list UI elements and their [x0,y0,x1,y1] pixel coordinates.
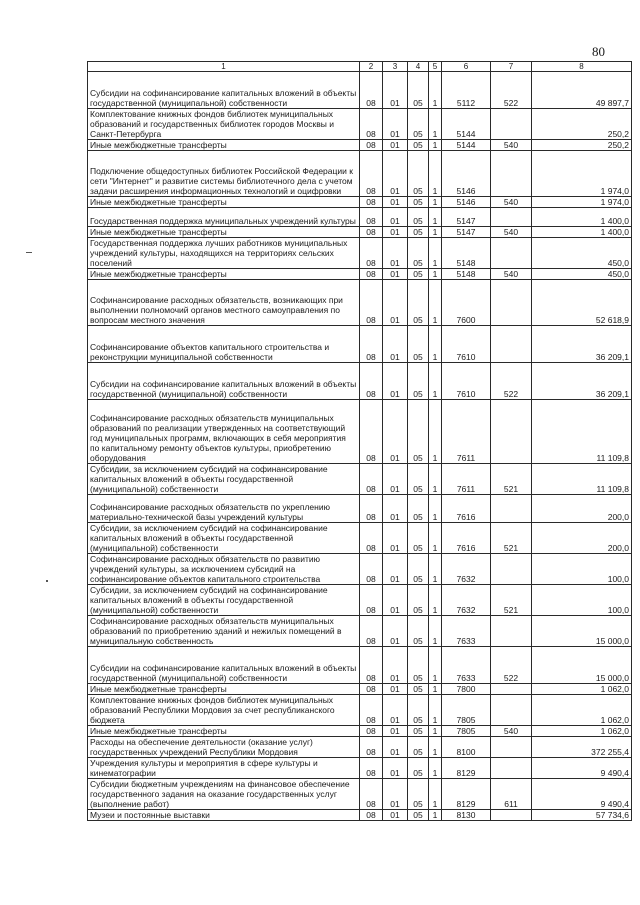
program-code: 05 [408,779,429,810]
subprogram-code: 1 [429,227,442,238]
subsection-code: 01 [383,109,408,140]
target-code: 7632 [442,554,491,585]
section-code: 08 [360,737,383,758]
subsection-code: 01 [383,554,408,585]
target-code: 5148 [442,238,491,269]
subsection-code: 01 [383,238,408,269]
column-header: 8 [532,62,632,72]
scan-mark [26,252,32,253]
table-row [88,779,632,810]
table-row [88,400,632,464]
subsection-code: 01 [383,464,408,495]
section-code: 08 [360,758,383,779]
subsection-code: 01 [383,400,408,464]
subsection-code: 01 [383,779,408,810]
expense-type-code: 540 [491,269,532,280]
amount: 1 974,0 [532,197,632,208]
expense-type-code: 540 [491,726,532,737]
target-code: 5144 [442,109,491,140]
row-name: Софинансирование расходных обязательств по укреплению материально-технической базы учреждений культуры [88,495,360,523]
subsection-code: 01 [383,363,408,400]
expense-type-code [491,737,532,758]
expense-type-code: 540 [491,140,532,151]
table-row [88,72,632,109]
amount: 200,0 [532,495,632,523]
scan-dot [46,580,48,582]
column-header: 5 [429,62,442,72]
table-row [88,280,632,326]
subsection-code: 01 [383,208,408,227]
section-code: 08 [360,810,383,821]
program-code: 05 [408,269,429,280]
subsection-code: 01 [383,647,408,684]
expense-type-code: 521 [491,523,532,554]
column-header: 3 [383,62,408,72]
subprogram-code: 1 [429,238,442,269]
program-code: 05 [408,72,429,109]
amount: 100,0 [532,585,632,616]
section-code: 08 [360,280,383,326]
amount: 450,0 [532,269,632,280]
subsection-code: 01 [383,140,408,151]
target-code: 8130 [442,810,491,821]
program-code: 05 [408,464,429,495]
section-code: 08 [360,269,383,280]
subsection-code: 01 [383,726,408,737]
subprogram-code: 1 [429,554,442,585]
target-code: 5144 [442,140,491,151]
subsection-code: 01 [383,810,408,821]
subsection-code: 01 [383,280,408,326]
program-code: 05 [408,140,429,151]
table-row [88,326,632,363]
subsection-code: 01 [383,495,408,523]
expense-type-code [491,684,532,695]
subprogram-code: 1 [429,72,442,109]
expense-type-code [491,151,532,197]
expense-type-code [491,238,532,269]
subprogram-code: 1 [429,464,442,495]
program-code: 05 [408,197,429,208]
expense-type-code [491,280,532,326]
program-code: 05 [408,326,429,363]
amount: 36 209,1 [532,326,632,363]
subsection-code: 01 [383,227,408,238]
row-name: Софинансирование расходных обязательств муниципальных образований по приобретению зданий и нежилых помещений в муниципальную собственность [88,616,360,647]
amount: 200,0 [532,523,632,554]
subsection-code: 01 [383,151,408,197]
table-row [88,238,632,269]
expense-type-code [491,695,532,726]
amount: 11 109,8 [532,400,632,464]
row-name: Субсидии, за исключением субсидий на софинансирование капитальных вложений в объекты государственной (муниципальной) собственности [88,464,360,495]
row-name: Иные межбюджетные трансферты [88,140,360,151]
amount: 15 000,0 [532,647,632,684]
row-name: Музеи и постоянные выставки [88,810,360,821]
table-row [88,109,632,140]
expense-type-code [491,208,532,227]
target-code: 7616 [442,523,491,554]
table-row [88,585,632,616]
subsection-code: 01 [383,72,408,109]
expense-type-code [491,758,532,779]
section-code: 08 [360,227,383,238]
amount: 49 897,7 [532,72,632,109]
section-code: 08 [360,779,383,810]
target-code: 7632 [442,585,491,616]
table-row [88,737,632,758]
subprogram-code: 1 [429,140,442,151]
table-row [88,684,632,695]
target-code: 5112 [442,72,491,109]
row-name: Государственная поддержка муниципальных учреждений культуры [88,208,360,227]
expense-type-code [491,554,532,585]
table-row [88,363,632,400]
expense-type-code: 522 [491,72,532,109]
program-code: 05 [408,363,429,400]
row-name: Субсидии, за исключением субсидий на софинансирование капитальных вложений в объекты государственной (муниципальной) собственности [88,585,360,616]
row-name: Государственная поддержка лучших работников муниципальных учреждений культуры, находящихся на территориях сельских поселений [88,238,360,269]
section-code: 08 [360,647,383,684]
row-name: Софинансирование расходных обязательств, возникающих при выполнении полномочий органов местного самоуправления по вопросам местного значения [88,280,360,326]
target-code: 8129 [442,758,491,779]
target-code: 7633 [442,616,491,647]
table-row [88,140,632,151]
amount: 100,0 [532,554,632,585]
target-code: 7633 [442,647,491,684]
amount: 9 490,4 [532,779,632,810]
table-row [88,151,632,197]
amount: 1 062,0 [532,726,632,737]
section-code: 08 [360,197,383,208]
subprogram-code: 1 [429,151,442,197]
amount: 372 255,4 [532,737,632,758]
column-header: 4 [408,62,429,72]
expense-type-code: 611 [491,779,532,810]
table-row [88,810,632,821]
section-code: 08 [360,695,383,726]
section-code: 08 [360,326,383,363]
section-code: 08 [360,151,383,197]
target-code: 7800 [442,684,491,695]
subprogram-code: 1 [429,695,442,726]
program-code: 05 [408,647,429,684]
amount: 250,2 [532,109,632,140]
program-code: 05 [408,695,429,726]
subprogram-code: 1 [429,363,442,400]
expense-type-code [491,616,532,647]
amount: 9 490,4 [532,758,632,779]
row-name: Подключение общедоступных библиотек Российской Федерации к сети "Интернет" и развитие системы библиотечного дела с учетом задачи расширения информационных технологий и оцифровки [88,151,360,197]
program-code: 05 [408,400,429,464]
expense-type-code [491,810,532,821]
table-row [88,726,632,737]
column-header: 6 [442,62,491,72]
amount: 450,0 [532,238,632,269]
target-code: 7805 [442,695,491,726]
amount: 1 062,0 [532,684,632,695]
target-code: 7611 [442,464,491,495]
subprogram-code: 1 [429,758,442,779]
subsection-code: 01 [383,695,408,726]
row-name: Иные межбюджетные трансферты [88,684,360,695]
amount: 52 618,9 [532,280,632,326]
amount: 57 734,6 [532,810,632,821]
budget-table [87,61,632,821]
program-code: 05 [408,151,429,197]
amount: 250,2 [532,140,632,151]
table-row [88,523,632,554]
section-code: 08 [360,726,383,737]
table-row [88,758,632,779]
subprogram-code: 1 [429,280,442,326]
target-code: 7611 [442,400,491,464]
expense-type-code: 540 [491,227,532,238]
program-code: 05 [408,737,429,758]
section-code: 08 [360,464,383,495]
target-code: 7805 [442,726,491,737]
subsection-code: 01 [383,197,408,208]
program-code: 05 [408,109,429,140]
subprogram-code: 1 [429,197,442,208]
row-name: Софинансирование расходных обязательств муниципальных образований по реализации утвержденных на соответствующий год муниципальных программ, включающих в себя мероприятия по капитальному ремонту объектов культуры, приобретению оборудования [88,400,360,464]
subsection-code: 01 [383,523,408,554]
expense-type-code [491,495,532,523]
subprogram-code: 1 [429,326,442,363]
subprogram-code: 1 [429,616,442,647]
row-name: Комплектование книжных фондов библиотек муниципальных образований Республики Мордовия за счет республиканского бюджета [88,695,360,726]
row-name: Иные межбюджетные трансферты [88,227,360,238]
table-row [88,616,632,647]
subsection-code: 01 [383,737,408,758]
section-code: 08 [360,495,383,523]
column-header-row [88,62,632,72]
program-code: 05 [408,726,429,737]
section-code: 08 [360,109,383,140]
table-row [88,269,632,280]
program-code: 05 [408,280,429,326]
target-code: 7610 [442,326,491,363]
row-name: Комплектование книжных фондов библиотек муниципальных образований и государственных библиотек городов Москвы и Санкт-Петербурга [88,109,360,140]
subprogram-code: 1 [429,109,442,140]
target-code: 5146 [442,197,491,208]
subprogram-code: 1 [429,684,442,695]
target-code: 5146 [442,151,491,197]
subprogram-code: 1 [429,208,442,227]
section-code: 08 [360,684,383,695]
row-name: Софинансирование расходных обязательств по развитию учреждений культуры, за исключением субсидий на софинансирование объектов капитального строительства [88,554,360,585]
expense-type-code: 521 [491,585,532,616]
section-code: 08 [360,554,383,585]
target-code: 8129 [442,779,491,810]
subsection-code: 01 [383,585,408,616]
amount: 1 400,0 [532,208,632,227]
table-row [88,695,632,726]
program-code: 05 [408,238,429,269]
section-code: 08 [360,585,383,616]
amount: 1 974,0 [532,151,632,197]
target-code: 7616 [442,495,491,523]
table-row [88,227,632,238]
table-row [88,495,632,523]
program-code: 05 [408,227,429,238]
subprogram-code: 1 [429,495,442,523]
amount: 15 000,0 [532,616,632,647]
subprogram-code: 1 [429,269,442,280]
row-name: Софинансирование объектов капитального строительства и реконструкции муниципальной собственности [88,326,360,363]
program-code: 05 [408,523,429,554]
expense-type-code [491,326,532,363]
subsection-code: 01 [383,269,408,280]
subprogram-code: 1 [429,647,442,684]
section-code: 08 [360,238,383,269]
amount: 11 109,8 [532,464,632,495]
column-header: 7 [491,62,532,72]
column-header: 1 [88,62,360,72]
subprogram-code: 1 [429,726,442,737]
section-code: 08 [360,363,383,400]
row-name: Расходы на обеспечение деятельности (оказание услуг) государственных учреждений Республики Мордовия [88,737,360,758]
section-code: 08 [360,400,383,464]
program-code: 05 [408,758,429,779]
expense-type-code: 522 [491,647,532,684]
table-row [88,647,632,684]
expense-type-code: 540 [491,197,532,208]
column-header: 2 [360,62,383,72]
program-code: 05 [408,684,429,695]
section-code: 08 [360,208,383,227]
program-code: 05 [408,208,429,227]
expense-type-code: 521 [491,464,532,495]
amount: 1 062,0 [532,695,632,726]
row-name: Субсидии бюджетным учреждениям на финансовое обеспечение государственного задания на оказание государственных услуг (выполнение работ) [88,779,360,810]
expense-type-code [491,109,532,140]
subprogram-code: 1 [429,737,442,758]
subsection-code: 01 [383,326,408,363]
row-name: Учреждения культуры и мероприятия в сфере культуры и кинематографии [88,758,360,779]
table-body [88,62,632,821]
page-number: 80 [592,44,605,59]
subsection-code: 01 [383,616,408,647]
section-code: 08 [360,616,383,647]
subprogram-code: 1 [429,810,442,821]
expense-type-code [491,400,532,464]
table-row [88,197,632,208]
target-code: 5148 [442,269,491,280]
row-name: Субсидии, за исключением субсидий на софинансирование капитальных вложений в объекты государственной (муниципальной) собственности [88,523,360,554]
subprogram-code: 1 [429,779,442,810]
section-code: 08 [360,523,383,554]
subsection-code: 01 [383,758,408,779]
subprogram-code: 1 [429,523,442,554]
target-code: 7600 [442,280,491,326]
program-code: 05 [408,495,429,523]
subprogram-code: 1 [429,585,442,616]
target-code: 7610 [442,363,491,400]
program-code: 05 [408,554,429,585]
target-code: 5147 [442,208,491,227]
row-name: Субсидии на софинансирование капитальных вложений в объекты государственной (муниципальной) собственности [88,72,360,109]
table-row [88,208,632,227]
program-code: 05 [408,585,429,616]
row-name: Иные межбюджетные трансферты [88,269,360,280]
subsection-code: 01 [383,684,408,695]
row-name: Субсидии на софинансирование капитальных вложений в объекты государственной (муниципальной) собственности [88,363,360,400]
expense-type-code: 522 [491,363,532,400]
target-code: 5147 [442,227,491,238]
row-name: Иные межбюджетные трансферты [88,726,360,737]
program-code: 05 [408,616,429,647]
target-code: 8100 [442,737,491,758]
section-code: 08 [360,72,383,109]
row-name: Иные межбюджетные трансферты [88,197,360,208]
subprogram-code: 1 [429,400,442,464]
amount: 1 400,0 [532,227,632,238]
table-row [88,464,632,495]
table-row [88,554,632,585]
program-code: 05 [408,810,429,821]
section-code: 08 [360,140,383,151]
row-name: Субсидии на софинансирование капитальных вложений в объекты государственной (муниципальной) собственности [88,647,360,684]
amount: 36 209,1 [532,363,632,400]
